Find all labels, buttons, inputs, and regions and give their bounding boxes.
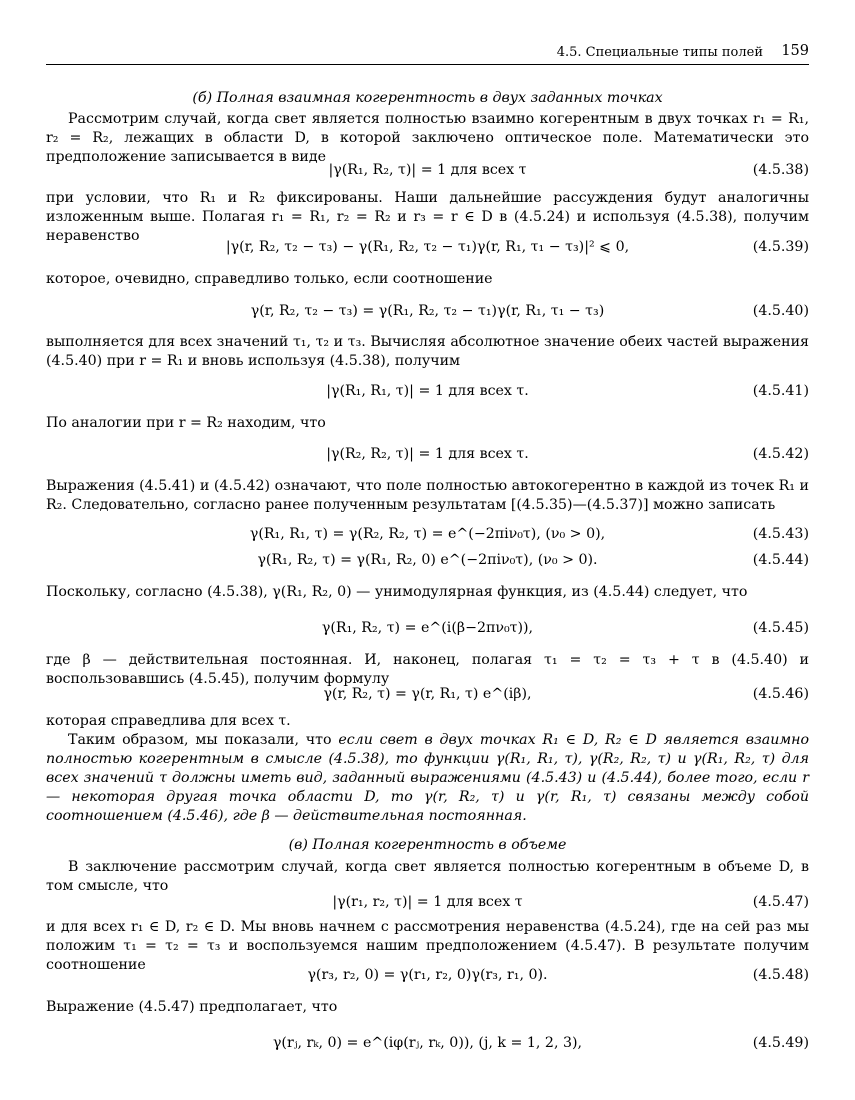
paragraph-text: Выражения (4.5.41) и (4.5.42) означают, что поле полностью автокогерентно в каждой из точек R₁ и R₂. Следовательно, согласно ранее полученным результатам [(4.5.35)—(4.5.37)] можно записать [46,478,809,513]
equation [46,893,809,913]
paragraph [46,858,809,896]
equation-number: (4.5.47) [752,894,809,910]
theorem-statement: если свет в двух точках R₁ ∈ D, R₂ ∈ D является взаимно полностью когерентным в смысле (4.5.38), то функции γ(R₁, R₁, τ), γ(R₂, R₂, τ) и γ(R₁, R₂, τ) для всех значений τ должны иметь вид, заданный выражениями (4.5.43) и (4.5.44), более того, если r — некоторая другая точка области D, то γ(r, R₂, τ) и γ(r, R₁, τ) связаны между собой соотношением (4.5.46), где β — действительная постоянная. [46,732,809,824]
paragraph-text: и для всех r₁ ∈ D, r₂ ∈ D. Мы вновь начнем с рассмотрения неравенства (4.5.24), где на сей раз мы положим τ₁ = τ₂ = τ₃ и воспользуемся нашим предположением (4.5.47). В результате получим соотношение [46,919,809,973]
equation-number: (4.5.40) [752,303,809,319]
equation [46,619,809,639]
paragraph [46,583,809,602]
paragraph-text: выполняется для всех значений τ₁, τ₂ и τ₃. Вычисляя абсолютное значение обеих частей выражения (4.5.40) при r = R₁ и вновь используя (4.5.38), получим [46,334,809,369]
equation-formula: γ(R₁, R₂, τ) = γ(R₁, R₂, 0) e^(−2πiν₀τ), (ν₀ > 0). [257,552,598,568]
header-section-title: 4.5. Специальные типы полей [556,45,763,60]
paragraph [46,270,809,289]
equation-formula: γ(r₃, r₂, 0) = γ(r₁, r₂, 0)γ(r₃, r₁, 0). [307,967,548,983]
running-header [46,40,809,62]
equation [46,685,809,705]
page-number: 159 [781,43,809,59]
paragraph-text: которое, очевидно, справедливо только, если соотношение [46,271,493,287]
equation [46,551,809,571]
equation-formula: |γ(r₁, r₂, τ)| = 1 для всех τ [332,894,523,910]
equation-formula: |γ(R₁, R₂, τ)| = 1 для всех τ [328,162,527,178]
paragraph-text: которая справедлива для всех τ. [46,713,291,729]
section-b-title: (б) Полная взаимная когерентность в двух заданных точках [192,90,663,106]
equation [46,161,809,181]
equation-formula: γ(R₁, R₂, τ) = e^(i(β−2πν₀τ)), [321,620,534,636]
equation [46,1034,809,1054]
paragraph [46,712,809,731]
paragraph-text [46,731,809,826]
paragraph-text: Поскольку, согласно (4.5.38), γ(R₁, R₂, 0) — унимодулярная функция, из (4.5.44) следует, что [46,584,748,600]
equation-formula: |γ(R₁, R₁, τ)| = 1 для всех τ. [326,383,529,399]
paragraph [46,998,809,1017]
equation [46,302,809,322]
equation-number: (4.5.38) [752,162,809,178]
equation [46,238,809,258]
paragraph-text: Рассмотрим случай, когда свет является полностью взаимно когерентным в двух точках r₁ = R₁, r₂ = R₂, лежащих в области D, в которой заключено оптическое поле. Математически это предположение записывается в виде [46,111,809,165]
paragraph [46,414,809,433]
equation-number: (4.5.44) [752,552,809,568]
paragraph [46,731,809,826]
paragraph [46,110,809,167]
equation-number: (4.5.39) [752,239,809,255]
equation-formula: γ(r, R₂, τ) = γ(r, R₁, τ) e^(iβ), [323,686,532,702]
equation-number: (4.5.48) [752,967,809,983]
equation-formula: γ(R₁, R₁, τ) = γ(R₂, R₂, τ) = e^(−2πiν₀τ), (ν₀ > 0), [249,526,606,542]
paragraph-text: По аналогии при r = R₂ находим, что [46,415,326,431]
paragraph [46,333,809,371]
equation [46,382,809,402]
equation-formula: |γ(r, R₂, τ₂ − τ₃) − γ(R₁, R₂, τ₂ − τ₁)γ(r, R₁, τ₁ − τ₃)|² ⩽ 0, [225,239,630,255]
section-v-title: (в) Полная когерентность в объеме [288,837,567,853]
paragraph-text: Выражение (4.5.47) предполагает, что [46,999,338,1015]
equation-number: (4.5.49) [752,1035,809,1051]
paragraph [46,651,809,689]
equation-number: (4.5.42) [752,446,809,462]
equation-number: (4.5.41) [752,383,809,399]
equation [46,525,809,545]
paragraph-text: В заключение рассмотрим случай, когда свет является полностью когерентным в объеме D, в том смысле, что [46,859,809,894]
equation-formula: |γ(R₂, R₂, τ)| = 1 для всех τ. [326,446,529,462]
equation-formula: γ(rⱼ, rₖ, 0) = e^(iφ(rⱼ, rₖ, 0)), (j, k = 1, 2, 3), [272,1035,583,1051]
equation [46,966,809,986]
paragraph [46,477,809,515]
paragraph-text: где β — действительная постоянная. И, наконец, полагая τ₁ = τ₂ = τ₃ + τ в (4.5.40) и воспользовавшись (4.5.45), получим формулу [46,652,809,687]
paragraph-text: при условии, что R₁ и R₂ фиксированы. Наши дальнейшие рассуждения будут аналогичны изложенным выше. Полагая r₁ = R₁, r₂ = R₂ и r₃ = r ∈ D в (4.5.24) и используя (4.5.38), получим неравенство [46,190,809,244]
header-rule [46,64,809,65]
equation-formula: γ(r, R₂, τ₂ − τ₃) = γ(R₁, R₂, τ₂ − τ₁)γ(r, R₁, τ₁ − τ₃) [250,303,605,319]
paragraph-lead: Таким образом, мы показали, что [68,732,339,748]
equation-number: (4.5.46) [752,686,809,702]
equation [46,445,809,465]
equation-number: (4.5.45) [752,620,809,636]
equation-number: (4.5.43) [752,526,809,542]
